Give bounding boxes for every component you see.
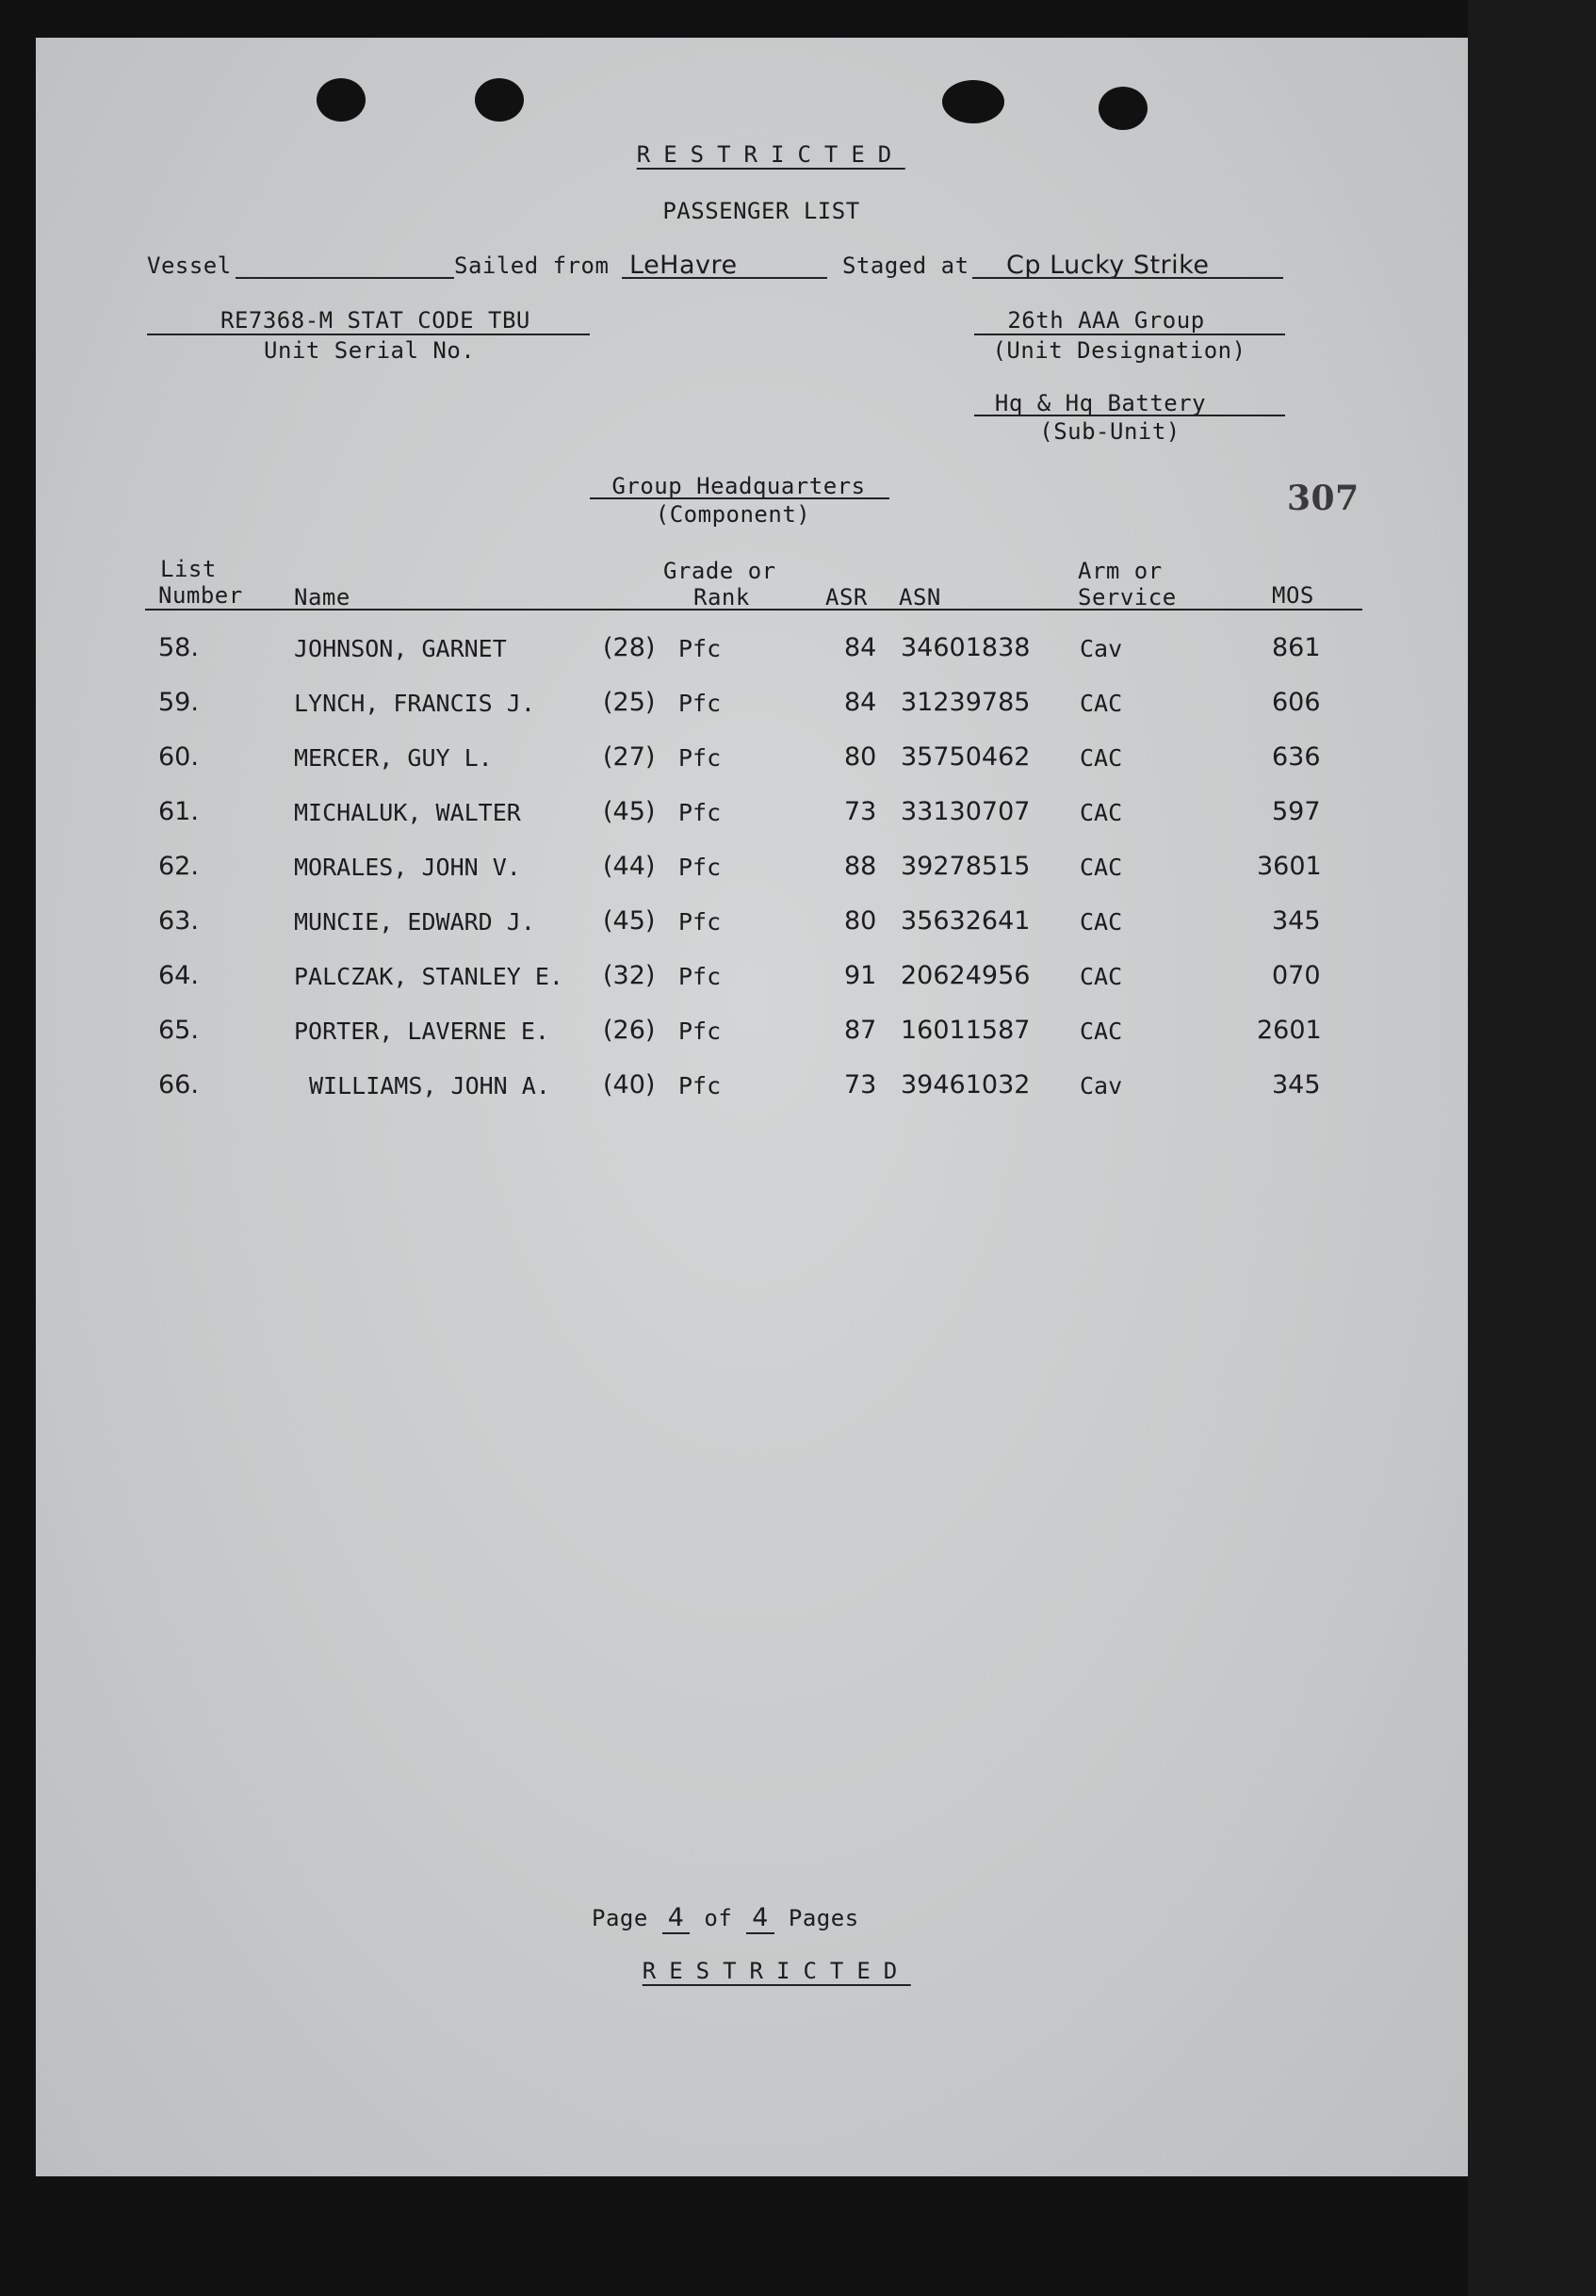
component-label: (Component) <box>655 501 811 528</box>
unit-designation-label: (Unit Designation) <box>992 337 1246 364</box>
row-grade: Pfc <box>678 854 722 881</box>
row-number: 66. <box>158 1070 199 1099</box>
sub-unit-value: Hq & Hq Battery <box>994 390 1207 416</box>
row-age: (26) <box>603 1016 656 1045</box>
sub-unit-line <box>974 415 1285 416</box>
page-stamp-number: 307 <box>1287 479 1360 518</box>
row-mos: 636 <box>1272 742 1321 772</box>
row-name: MICHALUK, WALTER <box>294 799 521 826</box>
row-name: PORTER, LAVERNE E. <box>294 1018 549 1045</box>
row-age: (45) <box>603 797 656 826</box>
row-age: (45) <box>603 906 656 936</box>
page-indicator <box>592 1903 859 1932</box>
row-age: (25) <box>603 688 656 717</box>
row-number: 59. <box>158 688 199 717</box>
row-asr: 73 <box>844 797 877 826</box>
row-name: LYNCH, FRANCIS J. <box>294 690 535 717</box>
col-asn: ASN <box>899 584 941 611</box>
row-mos: 3601 <box>1257 852 1322 881</box>
sailed-from-value: LeHavre <box>629 251 738 280</box>
document-title: PASSENGER LIST <box>662 198 860 224</box>
scan-border <box>1468 0 1596 2296</box>
row-grade: Pfc <box>678 908 722 936</box>
row-number: 61. <box>158 797 199 826</box>
page-total: 4 <box>746 1903 774 1934</box>
row-mos: 345 <box>1272 906 1321 936</box>
row-asn: 16011587 <box>901 1016 1031 1045</box>
row-number: 64. <box>158 961 199 990</box>
vessel-label: Vessel <box>147 252 232 279</box>
row-mos: 345 <box>1272 1070 1321 1099</box>
col-arm-2: Service <box>1078 584 1177 611</box>
row-age: (32) <box>603 961 656 990</box>
punch-hole <box>1099 87 1148 130</box>
row-asr: 84 <box>844 633 877 662</box>
row-name: MUNCIE, EDWARD J. <box>294 908 535 936</box>
row-grade: Pfc <box>678 744 722 772</box>
staged-at-line <box>972 277 1283 279</box>
row-arm: CAC <box>1080 854 1123 881</box>
row-number: 63. <box>158 906 199 936</box>
row-grade: Pfc <box>678 799 722 826</box>
pages-word: Pages <box>788 1905 859 1931</box>
row-name: PALCZAK, STANLEY E. <box>294 963 563 990</box>
unit-serial-line <box>147 334 590 335</box>
col-list-number-1: List <box>160 556 217 582</box>
col-grade-1: Grade or <box>663 558 776 584</box>
row-mos: 597 <box>1272 797 1321 826</box>
row-mos: 861 <box>1272 633 1321 662</box>
row-arm: CAC <box>1080 799 1123 826</box>
row-name: MERCER, GUY L. <box>294 744 493 772</box>
row-asr: 73 <box>844 1070 877 1099</box>
row-asn: 35750462 <box>901 742 1031 772</box>
row-number: 65. <box>158 1016 199 1045</box>
row-arm: CAC <box>1080 1018 1123 1045</box>
row-age: (27) <box>603 742 656 772</box>
row-asn: 35632641 <box>901 906 1031 936</box>
page-word: Page <box>592 1905 648 1931</box>
col-name: Name <box>294 584 350 611</box>
unit-serial-label: Unit Serial No. <box>264 337 476 364</box>
row-arm: CAC <box>1080 744 1123 772</box>
staged-at-value: Cp Lucky Strike <box>1006 251 1210 280</box>
row-asr: 80 <box>844 742 877 772</box>
row-asr: 88 <box>844 852 877 881</box>
row-asr: 87 <box>844 1016 877 1045</box>
col-list-number-2: Number <box>158 582 243 609</box>
unit-designation-line <box>974 334 1285 335</box>
row-mos: 606 <box>1272 688 1321 717</box>
row-asn: 39461032 <box>901 1070 1031 1099</box>
row-number: 60. <box>158 742 199 772</box>
row-grade: Pfc <box>678 1072 722 1099</box>
row-grade: Pfc <box>678 963 722 990</box>
restricted-header: RESTRICTED <box>636 141 905 168</box>
col-arm-1: Arm or <box>1078 558 1163 584</box>
punch-hole <box>317 78 366 122</box>
unit-designation-value: 26th AAA Group <box>1007 307 1205 334</box>
page-number: 4 <box>662 1903 691 1934</box>
col-asr: ASR <box>825 584 868 611</box>
row-number: 62. <box>158 852 199 881</box>
row-number: 58. <box>158 633 199 662</box>
row-asn: 34601838 <box>901 633 1031 662</box>
row-arm: CAC <box>1080 908 1123 936</box>
component-line <box>590 497 889 499</box>
row-grade: Pfc <box>678 690 722 717</box>
vessel-blank <box>236 277 454 279</box>
row-asn: 31239785 <box>901 688 1031 717</box>
row-age: (44) <box>603 852 656 881</box>
staged-at-label: Staged at <box>842 252 969 279</box>
sailed-from-line <box>622 277 827 279</box>
component-value: Group Headquarters <box>611 473 866 499</box>
sailed-from-label: Sailed from <box>454 252 610 279</box>
punch-hole <box>475 78 524 122</box>
row-age: (28) <box>603 633 656 662</box>
row-arm: Cav <box>1080 1072 1123 1099</box>
row-mos: 070 <box>1272 961 1321 990</box>
row-arm: CAC <box>1080 690 1123 717</box>
row-asn: 39278515 <box>901 852 1031 881</box>
sub-unit-label: (Sub-Unit) <box>1039 418 1181 445</box>
row-arm: CAC <box>1080 963 1123 990</box>
header-rule <box>145 609 1362 611</box>
of-word: of <box>704 1905 733 1931</box>
unit-serial-value: RE7368-M STAT CODE TBU <box>220 307 530 334</box>
col-mos: MOS <box>1272 582 1314 609</box>
row-asn: 33130707 <box>901 797 1031 826</box>
col-grade-2: Rank <box>693 584 750 611</box>
row-name: MORALES, JOHN V. <box>294 854 521 881</box>
row-name: JOHNSON, GARNET <box>294 635 507 662</box>
document-page <box>36 38 1468 2176</box>
row-asn: 20624956 <box>901 961 1031 990</box>
row-grade: Pfc <box>678 1018 722 1045</box>
row-arm: Cav <box>1080 635 1123 662</box>
row-name: WILLIAMS, JOHN A. <box>309 1072 550 1099</box>
restricted-footer: RESTRICTED <box>642 1958 911 1984</box>
row-asr: 80 <box>844 906 877 936</box>
punch-hole <box>942 80 1004 123</box>
row-age: (40) <box>603 1070 656 1099</box>
row-mos: 2601 <box>1257 1016 1322 1045</box>
row-asr: 91 <box>844 961 877 990</box>
row-grade: Pfc <box>678 635 722 662</box>
row-asr: 84 <box>844 688 877 717</box>
